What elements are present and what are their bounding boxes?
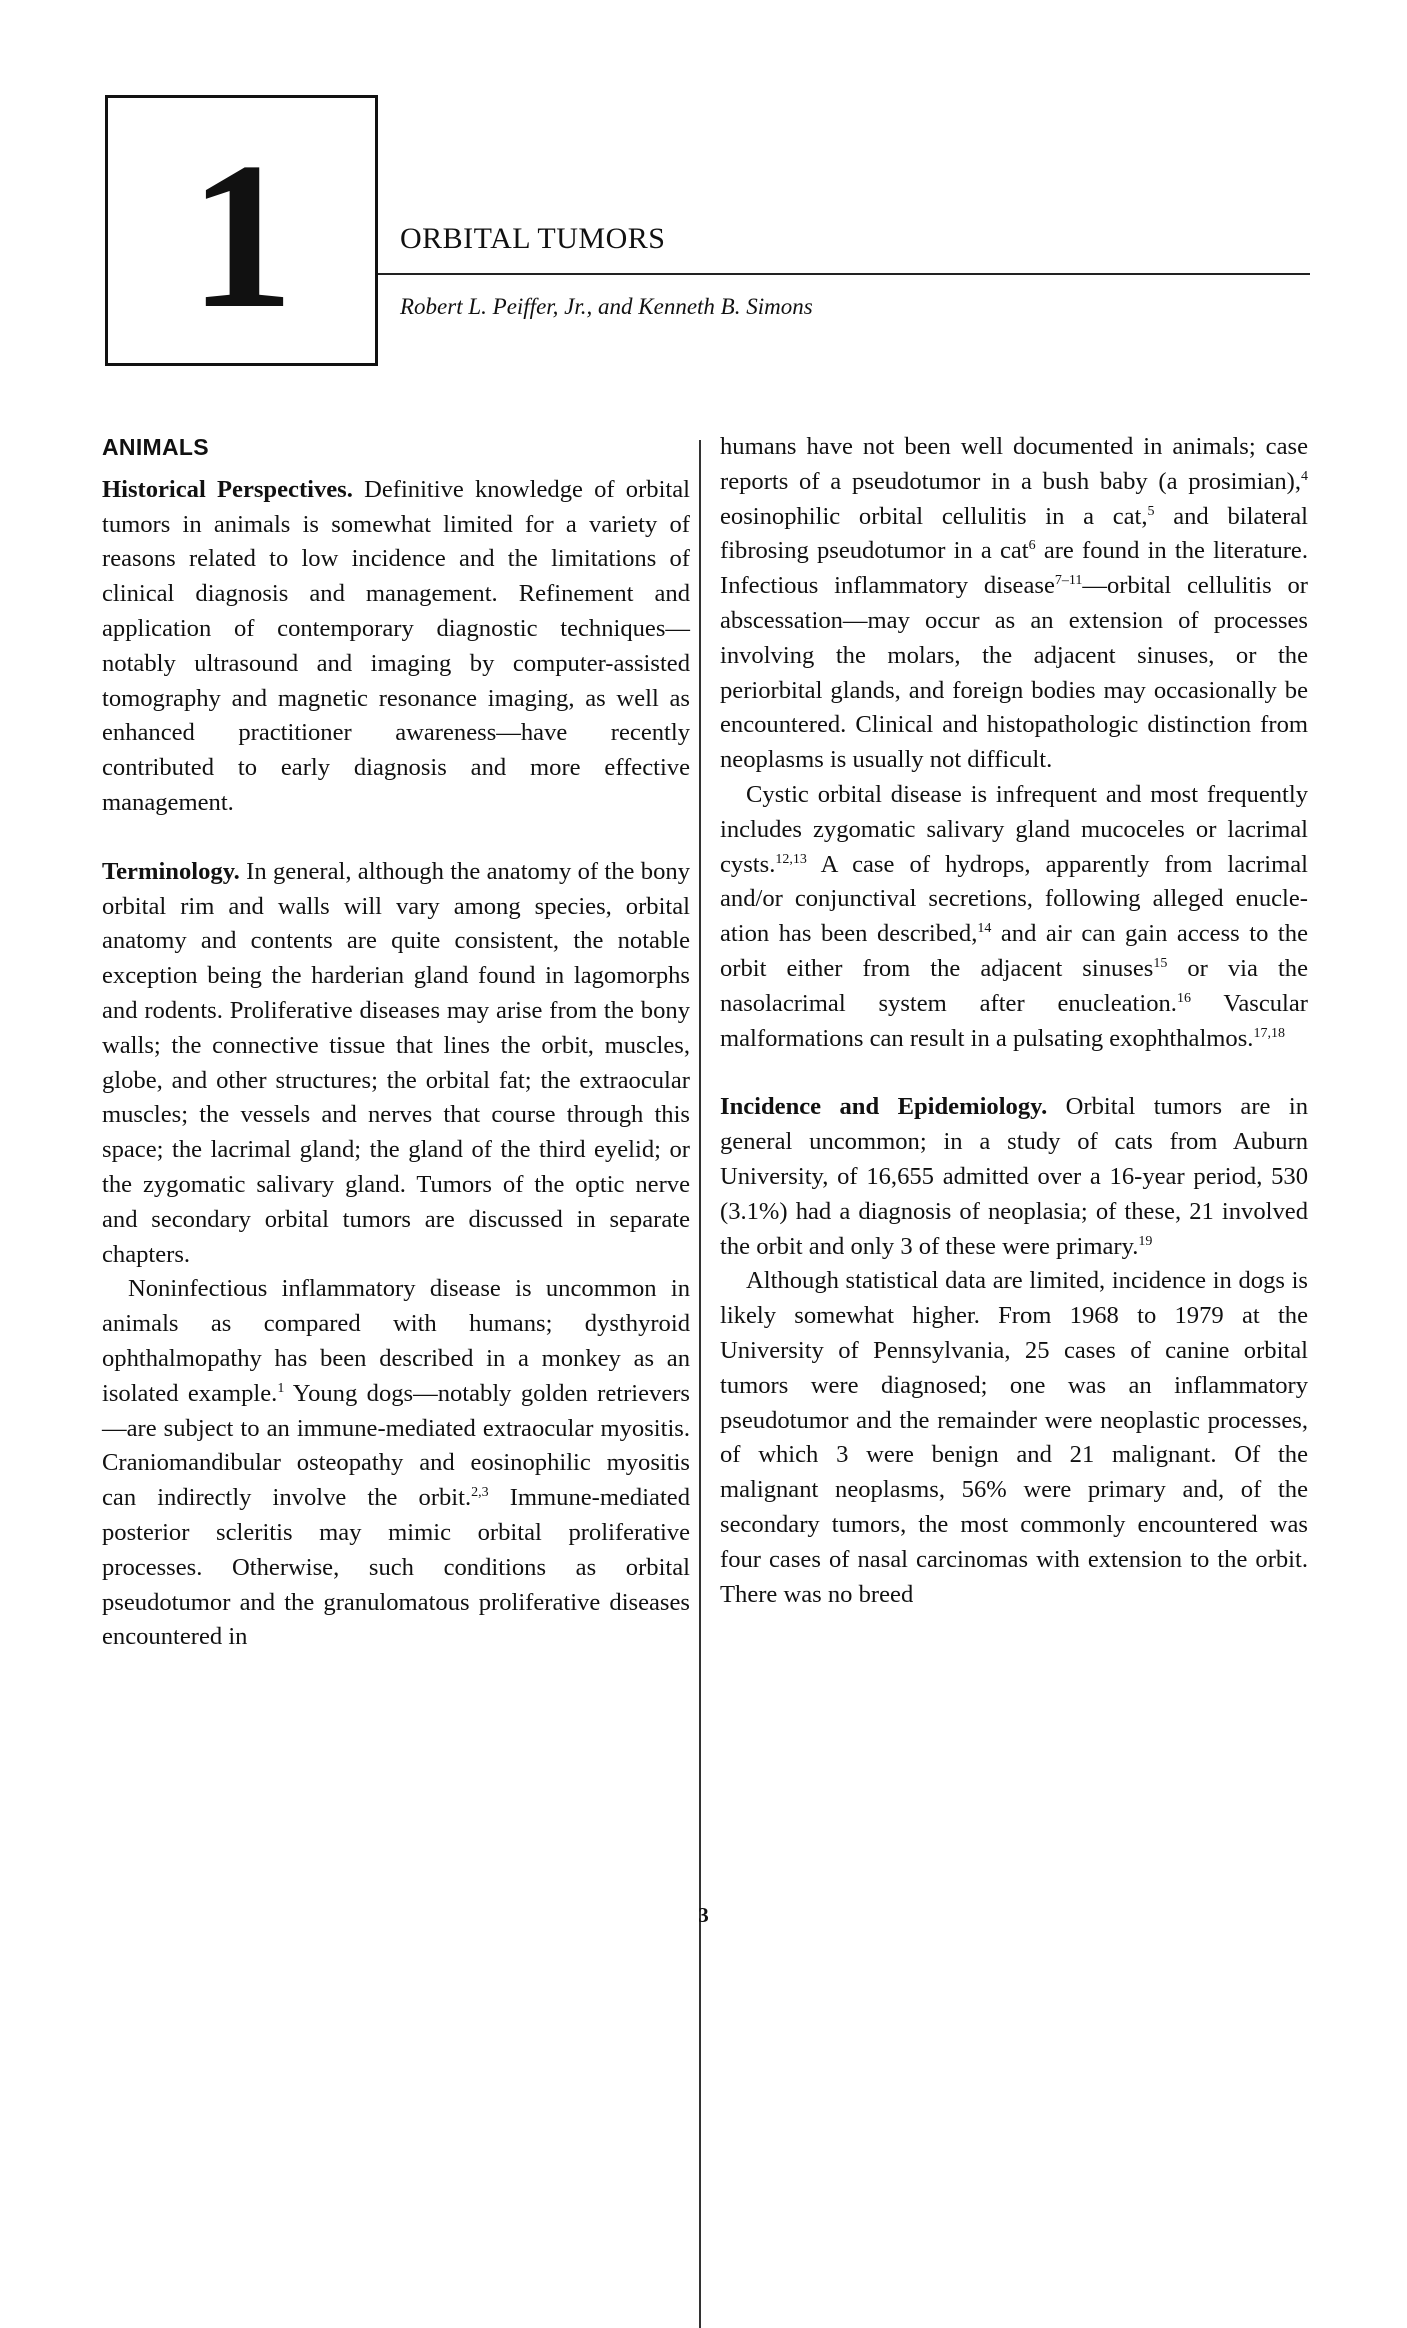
terminology-heading: Terminology. [102, 857, 240, 885]
chapter-authors: Robert L. Peiffer, Jr., and Kenneth B. Simons [400, 294, 813, 319]
paragraph-text: or via the nasolacrimal system after enucleation. [720, 954, 1308, 1017]
column-divider [699, 440, 701, 2328]
paragraph-text: Vascular malformations can result in a pulsating exophthalmos. [720, 989, 1308, 1052]
historical-text: Definitive knowledge of orbital tumors in animals is somewhat limited for a variety of reasons related to low incidence and the limitations of clinical diagnosis and management. Refinement and application of contemporary diagnostic techniques—notably ultrasound and imaging by computer-assisted tomography and magnetic resonance imaging, as well as enhanced practitioner awareness—have recently contributed to early diagnosis and more effective management. [102, 475, 690, 816]
statistical-paragraph: Although statistical data are limited, incidence in dogs is likely somewhat higher. From 1968 to 1979 at the University of Pennsylvania, 25 cases of canine orbital tumors were diagnosed; one was an inflammatory pseudotumor and the remainder were neoplastic processes, of which 3 were benign and 21 malignant. Of the malignant neoplasms, 56% were primary and, of the secondary tumors, the most commonly encountered was four cases of nasal carcinomas with extension to the orbit. There was no breed [720, 1267, 1308, 1608]
citation: 17,18 [1253, 1025, 1285, 1041]
paragraph-text: and air can gain access to the orbit either from the adjacent sinuses [720, 920, 1308, 982]
citation: 12,13 [775, 851, 807, 867]
citation: 6 [1028, 538, 1036, 554]
paragraph-text: Cystic orbital disease is infrequent and most frequently includes zygomatic salivary gland mucoceles or lacrimal cysts. [720, 780, 1308, 878]
paragraph-text: Noninfectious inflammatory disease is uncommon in animals as compared with humans; dysthyroid ophthalmopathy has been described in a monkey as an isolated example. [102, 1275, 690, 1407]
cystic-paragraph [720, 778, 1308, 1056]
chapter-number: 1 [189, 120, 294, 352]
citation: 5 [1147, 503, 1155, 519]
paragraph-text: A case of hydrops, apparently from lacrimal and/or conjunctival secretions, following alleged enucleation has been described, [720, 850, 1308, 948]
paragraph-text: are found in the literature. Infectious inflammatory disease [720, 537, 1308, 600]
section-heading: ANIMALS [102, 434, 209, 460]
terminology-paragraph [102, 855, 690, 1273]
paragraph-text: —orbital cellulitis or abscessation—may occur as an extension of processes involving the molars, the adjacent sinuses, or the periorbital glands, and foreign bodies may occasionally be encountered. Clinical and histopathologic distinction from neoplasms is usually not difficult. [720, 572, 1308, 774]
citation: 16 [1176, 990, 1191, 1006]
noninfectious-paragraph [102, 1272, 690, 1655]
title-rule [378, 273, 1310, 275]
paragraph-text: Young dogs—notably golden retrievers—are subject to an immune-mediated extraocular myositis. Craniomandibular osteopathy and eosinophilic myositis can indirectly involve the orbit. [102, 1379, 690, 1512]
historical-paragraph [102, 473, 690, 821]
chapter-title: ORBITAL TUMORS [400, 222, 666, 255]
paragraph-text: eosinophilic orbital cellulitis in a cat, [720, 502, 1148, 530]
paragraph-text: Orbital tumors are in general uncommon; in a study of cats from Auburn University, of 16,655 admitted over a 16-year period, 530 (3.1%) had a diagnosis of neoplasia; of these, 21 involved the orbit and only 3 of these were primary. [720, 1093, 1308, 1260]
citation: 19 [1138, 1233, 1153, 1249]
citation: 15 [1153, 955, 1168, 971]
citation: 4 [1301, 468, 1308, 484]
incidence-paragraph [720, 1090, 1308, 1264]
terminology-text: In general, although the anatomy of the bony orbital rim and walls will vary among species, orbital anatomy and contents are quite consistent, the notable exception being the harderian gland found in lagomorphs and rodents. Proliferative diseases may arise from the bony walls; the connective tissue that lines the orbit, muscles, globe, and other structures; the orbital fat; the extraocular muscles; the vessels and nerves that course through this space; the lacrimal gland; the gland of the third eyelid; or the zygomatic salivary gland. Tumors of the optic nerve and secondary orbital tumors are discussed in separate chapters. [102, 857, 690, 1268]
historical-heading: Historical Perspectives. [102, 475, 353, 503]
paragraph-text: humans have not been well documented in animals; case reports of a pseudotumor in a bush baby (a prosimian), [720, 433, 1308, 495]
citation: 1 [277, 1380, 285, 1396]
citation: 2,3 [471, 1485, 489, 1501]
citation: 14 [977, 921, 992, 937]
incidence-heading: Incidence and Epidemiology. [720, 1093, 1048, 1121]
citation: 7–11 [1054, 573, 1083, 589]
continued-paragraph [720, 430, 1308, 778]
chapter-number-box [105, 95, 378, 366]
page-number: 3 [698, 1903, 709, 1927]
right-column [720, 430, 1308, 1612]
left-column [102, 430, 690, 1655]
paragraph-text: and bilateral fibrosing pseudotumor in a cat [720, 502, 1309, 565]
paragraph-text: Immune-mediated posterior scleritis may mimic orbital proliferative processes. Otherwise, such conditions as orbital pseudotumor and the granulomatous proliferative diseases encountered in [102, 1484, 690, 1651]
